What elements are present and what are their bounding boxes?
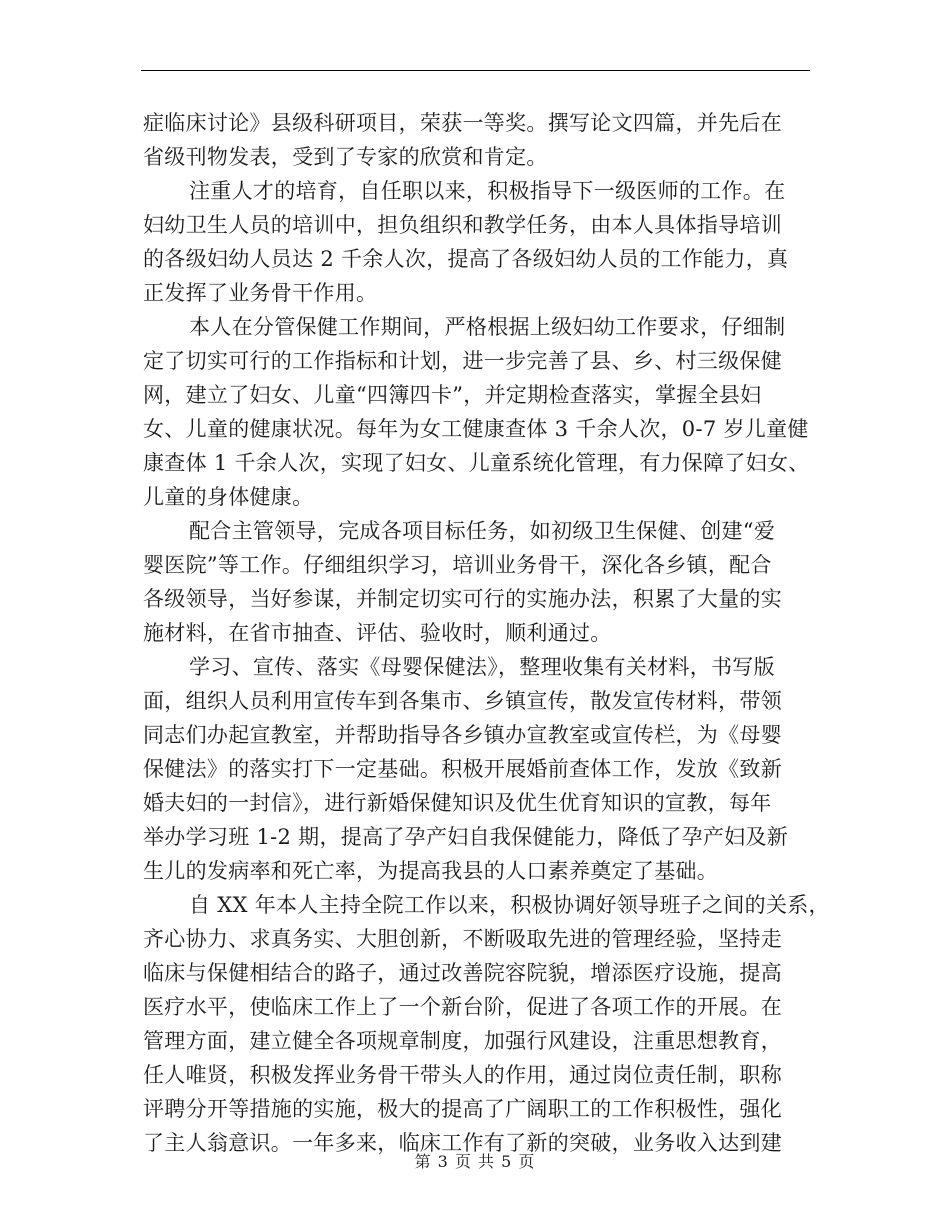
- text-line: 婚夫妇的一封信》，进行新婚保健知识及优生优育知识的宣教，每年: [143, 791, 772, 815]
- text-line: 施材料，在省市抽查、评估、验收时，顺利通过。: [143, 621, 612, 645]
- text-line: 儿童的身体健康。: [143, 485, 314, 509]
- text-line: 各级领导，当好参谋，并制定切实可行的实施办法，积累了大量的实: [143, 587, 782, 611]
- text-line: 省级刊物发表，受到了专家的欣赏和肯定。: [143, 145, 548, 169]
- text-line: 临床与保健相结合的路子，通过改善院容院貌，增添医疗设施，提高: [143, 961, 782, 985]
- text-line: 医疗水平，使临床工作上了一个新台阶，促进了各项工作的开展。在: [143, 995, 782, 1019]
- page-number-footer: 第 3 页 共 5 页: [414, 1152, 536, 1171]
- text-line: 正发挥了业务骨干作用。: [143, 281, 378, 305]
- text-line: 婴医院”等工作。仔细组织学习，培训业务骨干，深化各乡镇，配合: [143, 553, 772, 577]
- text-line: 网，建立了妇女、儿童“四簿四卡”，并定期检查落实，掌握全县妇: [143, 383, 762, 407]
- body-text: [143, 106, 830, 1160]
- text-line: 齐心协力、求真务实、大胆创新，不断吸取先进的管理经验，坚持走: [143, 927, 782, 951]
- text-line: 自 XX 年本人主持全院工作以来，积极协调好领导班子之间的关系，: [189, 893, 830, 917]
- text-line: 的各级妇幼人员达 2 千余人次，提高了各级妇幼人员的工作能力，真: [143, 247, 789, 271]
- text-line: 康查体 1 千余人次，实现了妇女、儿童系统化管理，有力保障了妇女、: [143, 451, 810, 475]
- text-line: 女、儿童的健康状况。每年为女工健康查体 3 千余人次，0-7 岁儿童健: [143, 417, 809, 441]
- text-line: 评聘分开等措施的实施，极大的提高了广阔职工的工作积极性，强化: [143, 1097, 782, 1121]
- text-line: 症临床讨论》县级科研项目，荣获一等奖。撰写论文四篇，并先后在: [143, 111, 782, 135]
- text-line: 同志们办起宣教室，并帮助指导各乡镇办宣教室或宣传栏，为《母婴: [143, 723, 782, 747]
- text-line: 妇幼卫生人员的培训中，担负组织和教学任务，由本人具体指导培训: [143, 213, 782, 237]
- text-line: 保健法》的落实打下一定基础。积极开展婚前查体工作，发放《致新: [143, 757, 782, 781]
- text-line: 了主人翁意识。一年多来，临床工作有了新的突破，业务收入达到建: [143, 1131, 782, 1155]
- text-line: 举办学习班 1-2 期，提高了孕产妇自我保健能力，降低了孕产妇及新: [143, 825, 789, 849]
- text-line: 定了切实可行的工作指标和计划，进一步完善了县、乡、村三级保健: [143, 349, 782, 373]
- text-line: 任人唯贤，积极发挥业务骨干带头人的作用，通过岗位责任制，职称: [143, 1063, 782, 1087]
- text-line: 本人在分管保健工作期间，严格根据上级妇幼工作要求，仔细制: [189, 315, 786, 339]
- text-line: 生儿的发病率和死亡率，为提高我县的人口素养奠定了基础。: [143, 859, 719, 883]
- text-line: 管理方面，建立健全各项规章制度，加强行风建设，注重思想教育，: [143, 1029, 782, 1053]
- header-rule: [141, 70, 810, 71]
- text-line: 配合主管领导，完成各项目标任务，如初级卫生保健、创建“爱: [189, 519, 776, 543]
- text-line: 注重人才的培育，自任职以来，积极指导下一级医师的工作。在: [189, 179, 786, 203]
- text-line: 面，组织人员利用宣传车到各集市、乡镇宣传，散发宣传材料，带领: [143, 689, 782, 713]
- text-line: 学习、宣传、落实《母婴保健法》，整理收集有关材料，书写版: [189, 655, 775, 679]
